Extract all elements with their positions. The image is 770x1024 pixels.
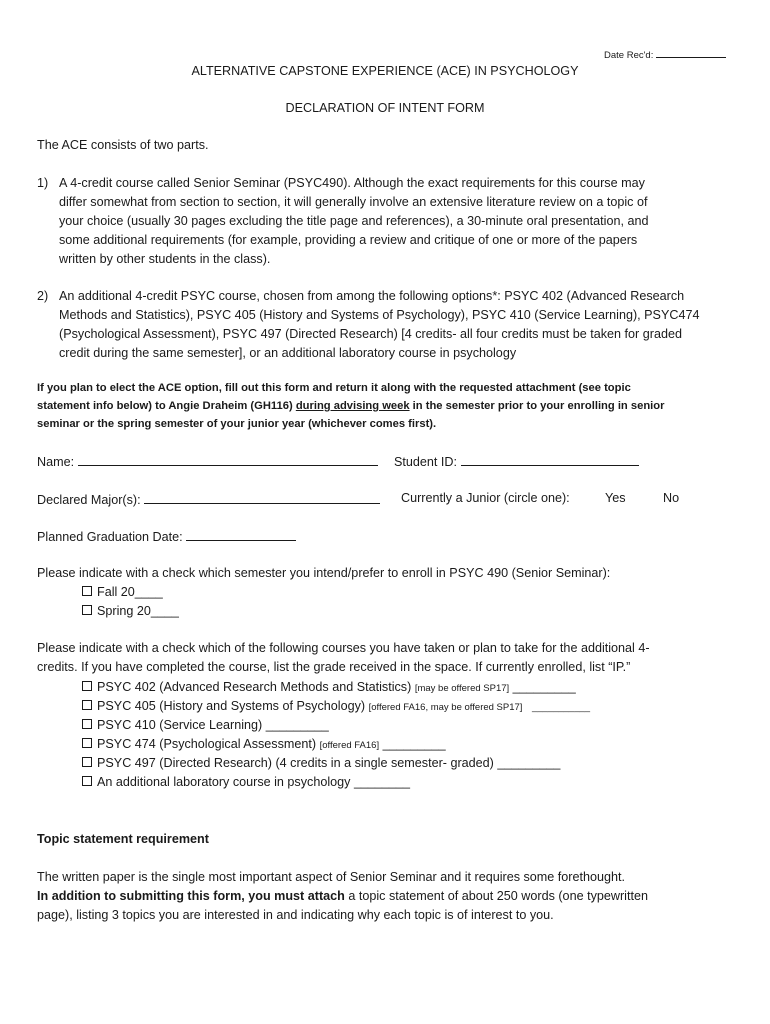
part-one-line: written by other students in the class). (59, 252, 271, 266)
part-one (37, 174, 737, 270)
part-one-line: differ somewhat from section to section, it will generally involve an extensive literature review on a topic of (59, 195, 648, 209)
part-two-line: (Psychological Assessment), PSYC 497 (Directed Research) [4 credits- all four credits must be taken for graded (59, 327, 682, 341)
courses-prompt (37, 639, 737, 677)
checkbox-icon[interactable] (82, 605, 92, 615)
student-id-field (394, 451, 639, 472)
checkbox-icon[interactable] (82, 700, 92, 710)
course-grade-blank[interactable]: _________ (512, 680, 576, 694)
course-grade-blank[interactable]: _________ (497, 756, 561, 770)
name-field (37, 451, 378, 472)
course-option-psyc402[interactable] (82, 678, 576, 698)
date-received-label: Date Rec'd: (604, 50, 654, 61)
part-one-line: A 4-credit course called Senior Seminar (PSYC490). Although the exact requirements for this course may (59, 176, 645, 190)
instructions-line: If you plan to elect the ACE option, fill out this form and return it along with the requested attachment (see topic (37, 382, 631, 394)
topic-emphasis: In addition to submitting this form, you must attach (37, 889, 345, 903)
course-option-psyc410[interactable] (82, 716, 329, 735)
part-two (37, 287, 737, 365)
course-option-psyc405[interactable] (82, 697, 590, 717)
semester-option-label: Spring 20____ (97, 604, 179, 618)
course-label: PSYC 497 (Directed Research) (4 credits in a single semester- graded) (97, 756, 494, 770)
advising-week-text: during advising week (295, 400, 410, 412)
checkbox-icon[interactable] (82, 757, 92, 767)
courses-prompt-line: credits. If you have completed the course, list the grade received in the space. If currently enrolled, list “IP.” (37, 660, 631, 674)
course-grade-blank[interactable]: _________ (382, 737, 446, 751)
junior-field (401, 489, 570, 508)
semester-option-fall[interactable] (82, 583, 163, 602)
intro-text: The ACE consists of two parts. (37, 138, 209, 152)
course-note: [may be offered SP17] (414, 683, 510, 694)
course-note: [offered FA16, may be offered SP17] (368, 702, 523, 713)
graduation-label: Planned Graduation Date: (37, 530, 183, 544)
course-option-lab[interactable] (82, 773, 410, 792)
topic-line (37, 887, 737, 906)
course-label: An additional laboratory course in psychology (97, 775, 351, 789)
semester-prompt: Please indicate with a check which semester you intend/prefer to enroll in PSYC 490 (Senior Seminar): (37, 566, 611, 580)
graduation-field (37, 526, 296, 547)
part-two-line: credit during the same semester], or an additional laboratory course in psychology (59, 346, 517, 360)
course-option-psyc497[interactable] (82, 754, 560, 773)
checkbox-icon[interactable] (82, 776, 92, 786)
topic-heading: Topic statement requirement (37, 832, 209, 846)
course-grade-blank[interactable]: ___________ (531, 702, 591, 713)
major-blank[interactable] (144, 489, 380, 504)
student-id-label: Student ID: (394, 455, 458, 469)
major-label: Declared Major(s): (37, 493, 141, 507)
part-two-number: 2) (37, 289, 49, 303)
student-id-blank[interactable] (461, 451, 639, 466)
junior-yes-option[interactable]: Yes (605, 491, 626, 505)
instructions-text: statement info below) to Angie Draheim (GH116) (37, 400, 296, 412)
topic-line-rest: a topic statement of about 250 words (one typewritten (344, 889, 648, 903)
part-two-line: Methods and Statistics), PSYC 405 (History and Systems of Psychology), PSYC 410 (Service Learning), PSYC474 (59, 308, 700, 322)
semester-option-spring[interactable] (82, 602, 179, 621)
topic-line: page), listing 3 topics you are interested in and indicating why each topic is of interest to you. (37, 908, 554, 922)
course-label: PSYC 405 (History and Systems of Psychology) (97, 699, 366, 713)
course-grade-blank[interactable]: ________ (353, 775, 410, 789)
course-option-psyc474[interactable] (82, 735, 446, 755)
course-grade-blank[interactable]: _________ (265, 718, 329, 732)
instructions-line (37, 397, 737, 415)
checkbox-icon[interactable] (82, 586, 92, 596)
name-label: Name: (37, 455, 75, 469)
checkbox-icon[interactable] (82, 738, 92, 748)
course-note: [offered FA16] (319, 740, 380, 751)
instructions-line: seminar or the spring semester of your junior year (whichever comes first). (37, 418, 437, 430)
graduation-blank[interactable] (186, 526, 296, 541)
topic-line: The written paper is the single most important aspect of Senior Seminar and it requires some forethought. (37, 870, 626, 884)
name-blank[interactable] (78, 451, 378, 466)
course-label: PSYC 402 (Advanced Research Methods and Statistics) (97, 680, 412, 694)
junior-label: Currently a Junior (circle one): (401, 491, 570, 505)
checkbox-icon[interactable] (82, 719, 92, 729)
form-subtitle: DECLARATION OF INTENT FORM (285, 101, 485, 115)
course-label: PSYC 474 (Psychological Assessment) (97, 737, 317, 751)
date-received (604, 47, 726, 61)
course-label: PSYC 410 (Service Learning) (97, 718, 263, 732)
instructions-text: in the semester prior to your enrolling in senior (409, 400, 665, 412)
form-title: ALTERNATIVE CAPSTONE EXPERIENCE (ACE) IN PSYCHOLOGY (191, 64, 579, 78)
topic-text (37, 868, 737, 925)
major-field (37, 489, 380, 510)
part-two-line: An additional 4-credit PSYC course, chosen from among the following options*: PSYC 402 (Advanced Research (59, 289, 685, 303)
semester-option-label: Fall 20____ (97, 585, 163, 599)
part-one-line: your choice (usually 30 pages excluding the title page and references), a 30-minute oral presentation, and (59, 214, 649, 228)
instructions (37, 379, 737, 433)
date-received-blank[interactable] (656, 47, 726, 58)
junior-no-option[interactable]: No (663, 491, 680, 505)
part-one-line: some additional requirements (for example, providing a review and critique of one or more of the papers (59, 233, 638, 247)
checkbox-icon[interactable] (82, 681, 92, 691)
part-one-number: 1) (37, 176, 49, 190)
courses-prompt-line: Please indicate with a check which of the following courses you have taken or plan to take for the additional 4- (37, 641, 650, 655)
